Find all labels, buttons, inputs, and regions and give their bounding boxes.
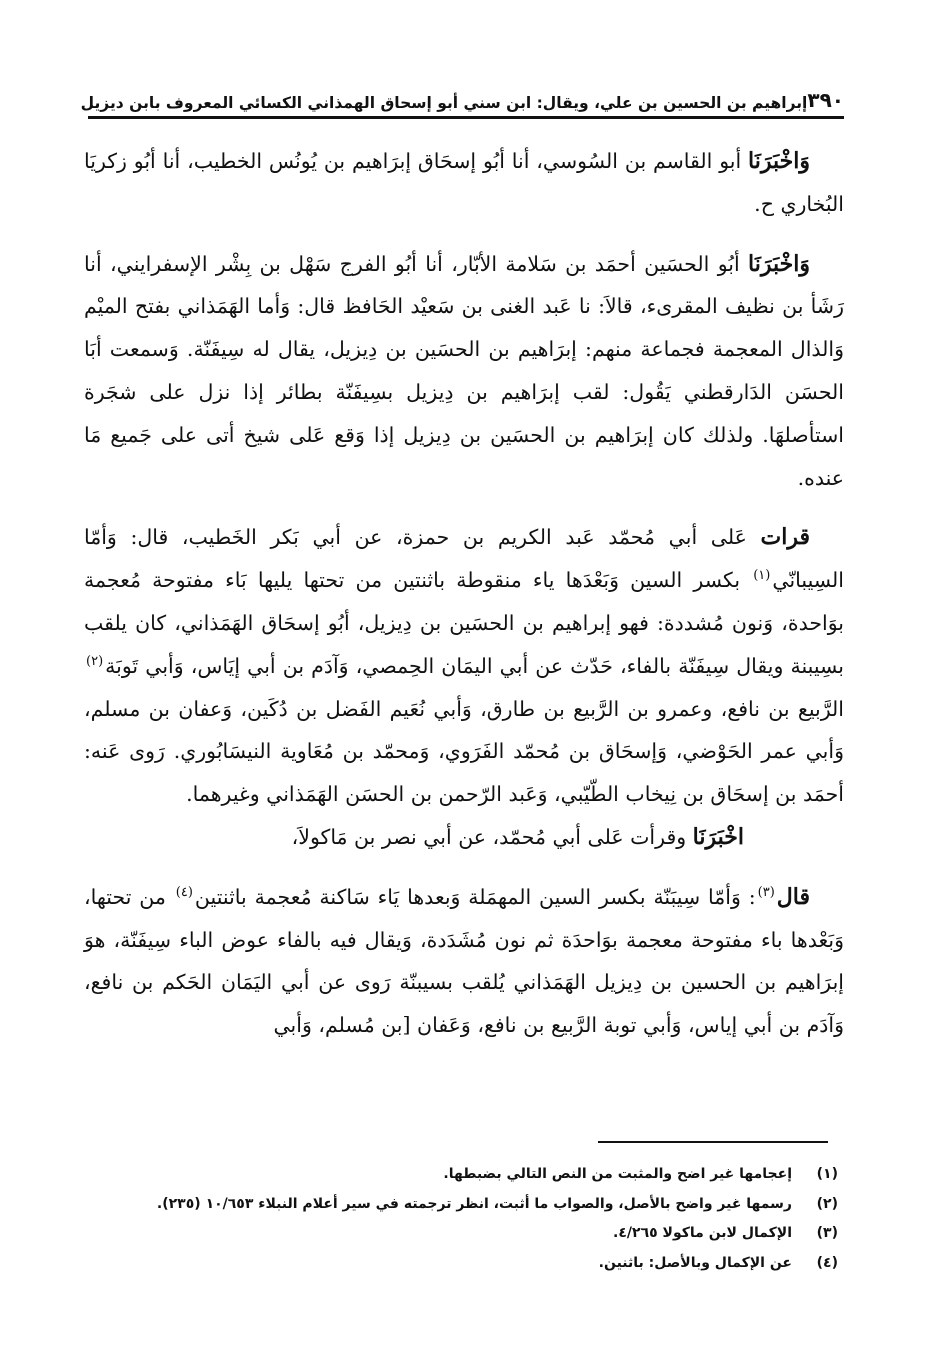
footnote-reference-2: (٢) (86, 653, 104, 669)
paragraph-lead-word: اخْبَرَنَا (692, 823, 744, 850)
page-number: ٣٩٠ (807, 88, 844, 112)
paragraph-text: من تحتها، وَبَعْدها باء مفتوحة معجمة بوَاحدَة ثم نون مُشَدَدة، وَيقال فيه بالفاء عوض الباء سِيفَنّة، هوَ إبرَاهيم بن الحسين بن دِيزيل الهَمَذاني يُلقب بسيبنّة رَوى عن أبي اليَمَان الحَكم بن نافع، وَآدَم بن أبي إياس، وَأبي توبة الرَّبيع بن نافع، وَعَفان [بن مُسلم، وَأبي (84, 884, 844, 1038)
running-title: إبراهيم بن الحسين بن علي، ويقال: ابن سني أبو إسحاق الهمذاني الكسائي المعروف بابن ديزيل (80, 94, 808, 112)
paragraph-lead-word: قال (776, 883, 810, 910)
paragraph-text: أبو القاسم بن السُوسي، أنا أبُو إسحَاق إبرَاهيم بن يُونُس الخطيب، أنا أبُو زكريَا البُخاري ح. (84, 149, 844, 216)
paragraph-lead-word: قرات (760, 524, 810, 551)
footnote-text: رسمها غير واضح بالأصل، والصواب ما أثبت، انظر ترجمته في سير أعلام النبلاء ١٠/٦٥٣ (٢٣٥). (156, 1195, 792, 1212)
paragraph-lead-word: وَاخْبَرَنَا (748, 148, 810, 174)
paragraph-5 (84, 876, 844, 1047)
footnote-number: (٢) (816, 1195, 838, 1212)
footnote-reference-3: (٣) (757, 884, 775, 900)
paragraph-text: عَلى أبي مُحمّد عَبد الكريم بن حمزة، عن أبي بَكر الخَطيب، قال: وَأمّا السِيبانّي (84, 525, 844, 593)
paragraph-text: الرَّبيع بن نافع، وعمرو بن الرَّبيع بن طارق، وَأبي نُعَيم الفَضل بن دُكَين، وَعفان بن مسلم، وَأبي عمر الحَوْضي، وَإسحَاق بن مُحمّد الفَرَوي، وَمحمّد بن مُعَاوية النيسَابُوري. رَوى عَنه: أحمَد بن إسحَاق بن نِيخاب الطّيّبي، وَعَبد الرّحمن بن الحسَن الهَمَذاني وغيرهما. (84, 696, 844, 807)
footnote-text: الإكمال لابن ماكولا ٤/٢٦٥. (613, 1225, 792, 1241)
footnote-separator (598, 1141, 828, 1143)
footnote-reference-1: (١) (753, 568, 771, 584)
footnote-reference-4: (٤) (175, 884, 193, 900)
paragraph-4 (84, 816, 844, 859)
paragraph-text: أبُو الحسَين أحمَد بن سَلامة الأبّار، أنا أبُو الفرج سَهْل بن بِشْر الإسفرايني، أنا رَشَأ بن نظيف المقرىء، قالاَ: نا عَبد الغنى بن سَعيْد الحَافظ قال: وَأما الهَمَذاني بفتح الميْم وَالذال المعجمة فجماعة منهم: إبرَاهيم بن الحسَين بن دِيزيل، يقال له سِيفَنّة. وَسمعت أبَا الحسَن الدَارقطني يَقُول: لقب إبرَاهيم بن دِيزيل بسِيفَنّة بطائر إذا نزل على شجَرة استأصلهَا. ولذلك كان إبرَاهيم بن الحسَين بن دِيزيل إذا وَقع عَلى شيخ أتى على جَميع مَا عنده. (84, 251, 844, 490)
paragraph-3 (84, 516, 844, 816)
paragraph-lead-word: وَاخْبَرَنَا (748, 250, 810, 277)
paragraph-1 (84, 140, 844, 226)
footnote-4 (84, 1249, 838, 1279)
footnote-3 (84, 1219, 838, 1249)
footnotes (84, 1160, 838, 1278)
running-header (80, 82, 844, 119)
footnote-number: (٣) (816, 1225, 838, 1241)
paragraph-text: : وَأمّا سِيبَنّة بكسر السين المهمَلة وَبعدها يَاء سَاكنة مُعجمة باثنتين (194, 884, 756, 909)
paragraph-text: وقرأت عَلى أبي مُحمّد، عن أبي نصر بن مَاكولاَ، (291, 824, 693, 849)
paragraph-text: بكسر السين وَبَعْدَها ياء منقوطة باثنتين من تحتها يليها بَاء مفتوحة مُعجمة بوَاحدة، وَنون مُشددة: فهو إبراهيم بن الحسَين بن دِيزيل، أبُو إسحَاق الهَمَذاني، كان يلقب بسِيبنة ويقال سِيفَنّة بالفاء، حَدّث عن أبي اليمَان الحِمصي، وَآدَم بن أبي إيَاس، وَأبي تَوبَة (84, 568, 844, 678)
footnote-1 (84, 1160, 838, 1190)
footnote-text: عن الإكمال وبالأصل: باثنين. (598, 1254, 792, 1271)
footnote-text: إعجامها غير اضح والمثبت من النص التالي بضبطها. (443, 1166, 792, 1182)
body-text (84, 140, 844, 1047)
paragraph-2 (84, 243, 844, 500)
footnote-2 (84, 1190, 838, 1220)
footnote-number: (٤) (816, 1254, 838, 1271)
footnote-number: (١) (816, 1166, 838, 1182)
